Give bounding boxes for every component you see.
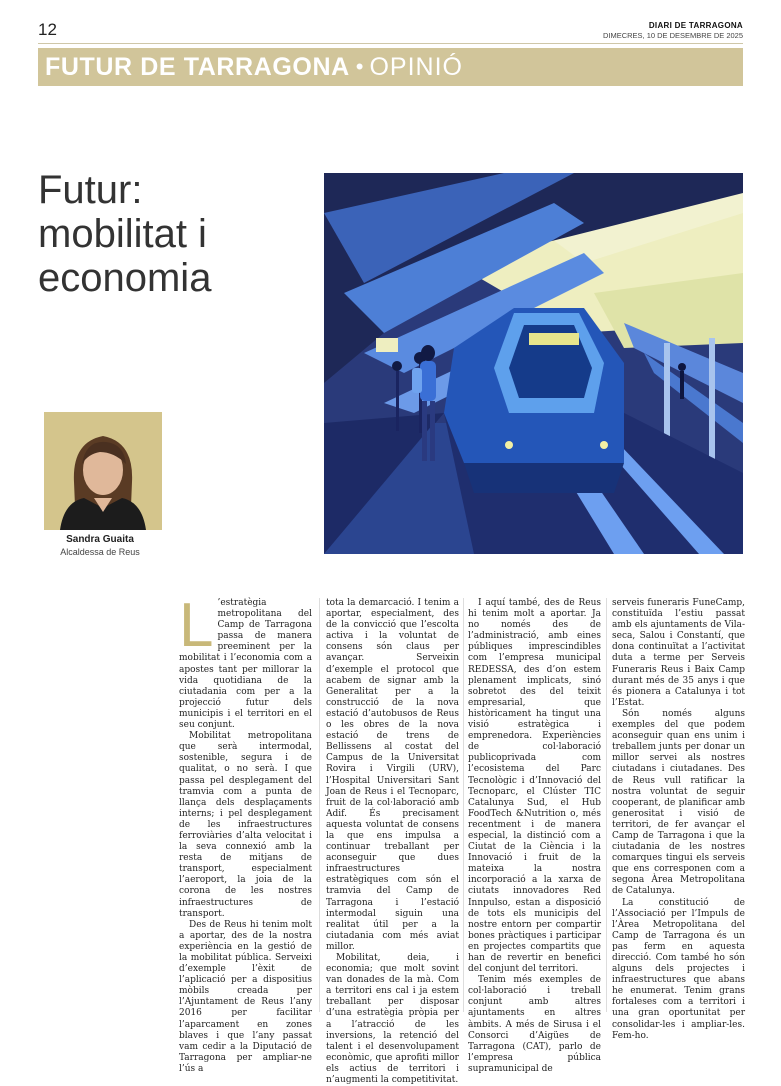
article-paragraph: Des de Reus hi tenim molt a aportar, des de la nostra experiència en la gestió de la mobilitat pública. Serveixi d’exemple l’èxit de l’aplicació per a dispositius mòbils creada per l’Ajuntament de Reus l’any 2016 per facilitar l’aparcament en zones blaves i que l’any passat vam cedir a la Diputació de Tarragona per ampliar-ne l’ús a	[179, 919, 312, 1074]
author-name: Sandra Guaita	[66, 534, 134, 545]
article-paragraph: Mobilitat, deia, i economia; que molt sovint van donades de la mà. Com a territori ens cal i ja estem treballant per disposar d’una estratègia pròpia per a l’atracció de les inversions, la retenció del talent i el desenvolupament econòmic, que aprofiti millor els actius de territori i n’augmenti la competitivitat.	[326, 953, 459, 1086]
column-divider	[463, 598, 464, 1012]
article-paragraph: Tenim més exemples de col·laboració i treball conjunt amb altres ajuntaments en altres àmbits. A més de Sirusa i el Consorci d’Aigües de Tarragona (CAT), parlo de l’empresa pública supramunicipal de	[468, 975, 601, 1074]
headline-line: mobilitat i	[38, 212, 207, 256]
section-name: FUTUR DE TARRAGONA	[45, 52, 350, 81]
article-column	[326, 598, 459, 1086]
section-separator: •	[355, 54, 364, 79]
paper-name: DIARI DE TARRAGONA	[648, 21, 743, 30]
article-paragraph: tota la demarcació. I tenim a aportar, especialment, des de la convicció que l’escolta activa i la voluntat de consens són claus per avançar. Serveixin d’exemple el protocol que acabem de signar amb la Generalitat per a la construcció de la nova estació d’autobusos de Reus o les obres de la nova estació de trens de Bellissens al costat del Campus de la Universitat Rovira i Virgili (URV), l’Hospital Universitari Sant Joan de Reus i el Tecnoparc, fruit de la col·laboració amb Adif. És precisament aquesta voluntat de consens la que ens impulsa a continuar treballant per aconseguir que dues infraestructures estratègiques com són el tramvia del Camp de Tarragona i l’estació intermodal siguin una realitat útil per a la ciutadania com més aviat millor.	[326, 598, 459, 952]
article-paragraph: ’estratègia metropolitana del Camp de Tarragona passa de manera preeminent per la mobilitat i l’economia com a apostes tant per millorar la vida quotidiana de la ciutadania com per a la projecció futur dels municipis i el territori en el seu conjunt.	[179, 598, 312, 731]
masthead	[603, 21, 743, 40]
column-divider	[606, 598, 607, 1012]
issue-date: DIMECRES, 10 DE DESEMBRE DE 2025	[602, 31, 743, 40]
headline-line: economia	[38, 256, 212, 300]
article-column	[612, 598, 745, 1042]
headline	[38, 168, 308, 300]
article-paragraph: Mobilitat metropolitana que serà intermodal, sostenible, segura i de qualitat, o no serà. I que passa pel desplegament del tramvia com a punta de llança dels desplaçaments interns; i pel desplegament de les infraestructures ferroviàries d’alta velocitat i la seva connexió amb la resta de mitjans de transport, especialment l’aeroport, la joia de la corona de les nostres infraestructures de transport.	[179, 731, 312, 919]
article-paragraph: I aquí també, des de Reus hi tenim molt a aportar. Ja no només des de l’administració, amb eines públiques imprescindibles com l’empresa municipal REDESSA, des d’on estem plenament implicats, sinó sobretot des del teixit empresarial, que històricament ha tingut una visió estratègica i emprenedora. Experiències de col·laboració publicoprivada com l’ecosistema del Parc Tecnològic i d’Innovació del Tecnoparc, el Clúster TIC Catalunya Sud, el Hub FoodTech &Nutrition o, més recentment i de manera especial, la distinció com a Ciutat de la Ciència i la Innovació i fruit de la mateixa la nostra incorporació a la xarxa de ciutats innovadores Red Innpulso, estan a disposició de tots els municipis del nostre entorn per compartir bones pràctiques i participar en projectes compartits que han de revertir en benefici del conjunt del territori.	[468, 598, 601, 975]
tram-station-illustration	[324, 173, 743, 554]
author-role: Alcaldessa de Reus	[60, 547, 140, 557]
section-band	[38, 48, 743, 86]
headline-line: Futur:	[38, 168, 143, 212]
column-divider	[319, 598, 320, 1012]
header-rule	[38, 43, 743, 44]
article-paragraph: serveis funeraris FuneCamp, constituïda l’estiu passat amb els ajuntaments de Vila-seca, Salou i Constantí, que dona continuïtat a l’activitat duta a terme per Serveis Funeraris Reus i Baix Camp durant més de 35 anys i que és pionera a Catalunya i tot l’Estat.	[612, 598, 745, 708]
drop-cap: L	[179, 591, 214, 660]
page-number: 12	[38, 20, 57, 39]
author-photo	[44, 412, 162, 530]
article-column	[468, 598, 601, 1075]
article-column	[179, 591, 312, 1075]
section-category: OPINIÓ	[369, 52, 463, 81]
article-paragraph: La constitució de l’Associació per l’Impuls de l’Àrea Metropolitana del Camp de Tarragona és un pas ferm en aquesta direcció. Com també ho són alguns dels projectes i infraestructures que abans he enumerat. Tenim grans fortaleses com a territori i una gran oportunitat per consolidar-les i ampliar-les. Fem-ho.	[612, 897, 745, 1041]
article-paragraph: Són només alguns exemples del que podem aconseguir quan ens unim i treballem junts per donar un millor servei als nostres ciutadans i ciutadanes. Des de Reus vull ratificar la nostra voluntat de seguir cooperant, de planificar amb generositat i visió de territori, de fer avançar el Camp de Tarragona i que la ciutadania de les nostres comarques tingui els serveis que ens corresponen com a segona Àrea Metropolitana de Catalunya.	[612, 708, 745, 897]
